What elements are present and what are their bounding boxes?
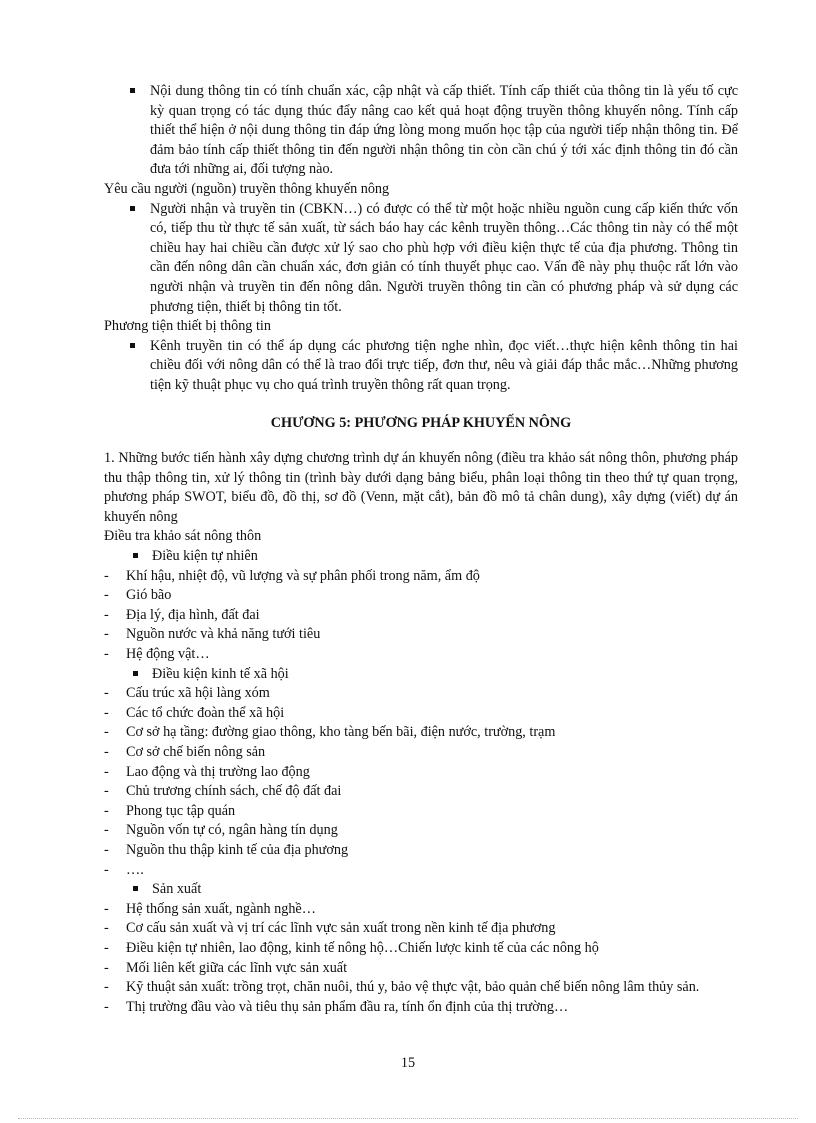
page-edge-divider xyxy=(18,1118,798,1119)
list-item: - Địa lý, địa hình, đất đai xyxy=(104,606,738,626)
dash-bullet: - xyxy=(104,900,109,917)
square-bullet-icon xyxy=(133,886,138,891)
list-item: - Nguồn vốn tự có, ngân hàng tín dụng xyxy=(104,821,738,841)
subsection-heading xyxy=(104,665,738,685)
subsection-heading xyxy=(104,880,738,900)
dash-bullet: - xyxy=(104,724,109,741)
list-item: - Cơ sở hạ tầng: đường giao thông, kho tàng bến bãi, điện nước, trường, trạm xyxy=(104,723,738,743)
subsection-heading-text: Điều kiện tự nhiên xyxy=(152,548,258,565)
section-label-text: Phương tiện thiết bị thông tin xyxy=(104,318,271,335)
dash-bullet: - xyxy=(104,744,109,760)
section-label xyxy=(104,180,738,200)
dash-bullet: - xyxy=(104,959,109,976)
dash-bullet: - xyxy=(104,606,109,623)
dash-bullet: - xyxy=(104,861,109,878)
list-item: - …. xyxy=(104,861,738,881)
list-item: - Hệ thống sản xuất, ngành nghề… xyxy=(104,900,738,920)
page-number: 15 xyxy=(400,1055,416,1071)
page-content xyxy=(104,82,738,1017)
bullet-text: Nội dung thông tin có tính chuẩn xác, cập nhật và cấp thiết. Tính cấp thiết của thông tin là yếu tố cực kỳ quan trọng có tác dụng thúc đẩy nâng cao kết quả hoạt động truyền thông khuyến nông. Tính cấp thiết thể hiện ở nội dung thông tin đáp ứng lòng mong muốn học tập của người tiếp nhận thông tin. Để đảm bảo tính cấp thiết thông tin đến người nhận thông tin còn cần chú ý tới xác định thông tin đó cần đưa tới những ai, đối tượng nào. xyxy=(150,83,738,178)
dash-bullet: - xyxy=(104,763,109,780)
dash-bullet: - xyxy=(104,685,109,702)
dash-bullet: - xyxy=(104,587,109,604)
dash-bullet: - xyxy=(104,822,109,839)
list-item: - Khí hậu, nhiệt độ, vũ lượng và sự phân phối trong năm, ẩm độ xyxy=(104,567,738,587)
bullet-text: Kênh truyền tin có thể áp dụng các phương tiện nghe nhìn, đọc viết…thực hiện kênh thông tin hai chiều đối với nông dân có thể là trao đổi trực tiếp, đơn thư, nêu và giải đáp thắc mắc…Những phương tiện kỹ thuật phục vụ cho quá trình truyền thông rất quan trọng. xyxy=(150,337,738,393)
list-item: - Cơ cấu sản xuất và vị trí các lĩnh vực sản xuất trong nền kinh tế địa phương xyxy=(104,919,738,939)
list-item: - Gió bão xyxy=(104,586,738,606)
dash-bullet: - xyxy=(104,802,109,819)
list-item: - Phong tục tập quán xyxy=(104,802,738,822)
survey-title: Điều tra khảo sát nông thôn xyxy=(104,528,262,545)
subsection-heading-text: Sản xuất xyxy=(152,881,202,898)
dash-bullet: - xyxy=(104,998,109,1015)
list-item: - Mối liên kết giữa các lĩnh vực sản xuất xyxy=(104,959,738,979)
section-label xyxy=(104,317,738,337)
dash-bullet: - xyxy=(104,979,109,996)
chapter-title: CHƯƠNG 5: PHƯƠNG PHÁP KHUYẾN NÔNG xyxy=(270,414,572,431)
square-bullet-icon xyxy=(130,88,135,93)
list-item: - Lao động và thị trường lao động xyxy=(104,763,738,783)
dash-bullet: - xyxy=(104,704,109,721)
dash-bullet: - xyxy=(104,567,109,584)
bullet-paragraph xyxy=(104,82,738,180)
list-item: - Cơ sở chế biến nông sản xyxy=(104,743,738,763)
dash-bullet: - xyxy=(104,626,109,643)
square-bullet-icon xyxy=(133,553,138,558)
dash-bullet: - xyxy=(104,646,109,663)
bullet-paragraph xyxy=(104,337,738,396)
subsection-heading-text: Điều kiện kinh tế xã hội xyxy=(152,665,289,682)
list-item: - Điều kiện tự nhiên, lao động, kinh tế nông hộ…Chiến lược kinh tế của các nông hộ xyxy=(104,939,738,959)
list-item: - Nguồn nước và khả năng tưới tiêu xyxy=(104,625,738,645)
list-item: - Các tổ chức đoàn thể xã hội xyxy=(104,704,738,724)
intro-paragraph: 1. Những bước tiến hành xây dựng chương trình dự án khuyến nông (điều tra khảo sát nông thôn, phương pháp thu thập thông tin, xử lý thông tin (trình bày dưới dạng bảng biểu, phân loại thông tin theo thứ tự quan trọng, phương pháp SWOT, biểu đồ, đồ thị, sơ đồ (Venn, mặt cắt), bản đồ mô tả chân dung), xây dựng (viết) dự án khuyến nông xyxy=(104,450,738,525)
dash-bullet: - xyxy=(104,783,109,800)
list-item: - Nguồn thu thập kinh tế của địa phương xyxy=(104,841,738,861)
dash-bullet: - xyxy=(104,920,109,937)
list-item: - Kỹ thuật sản xuất: trồng trọt, chăn nuôi, thú y, bảo vệ thực vật, bảo quản chế biến nông lâm thủy sản. xyxy=(104,978,738,998)
list-item: - Hệ động vật… xyxy=(104,645,738,665)
square-bullet-icon xyxy=(130,206,135,211)
dash-bullet: - xyxy=(104,841,109,858)
section-label-text: Yêu cầu người (nguồn) truyền thông khuyến nông xyxy=(104,180,390,197)
bullet-text: Người nhận và truyền tin (CBKN…) có được có thể từ một hoặc nhiều nguồn cung cấp kiến thức vốn có, tiếp thu từ thực tế sản xuất, từ sách báo hay các kênh truyền thông…Các thông tin này có thể một chiều hay hai chiều cần được xử lý sao cho phù hợp với điều kiện thực tế của địa phương. Thông tin cần đến nông dân cần chuẩn xác, đơn giản có tính thuyết phục cao. Vấn đề này phụ thuộc rất lớn vào người nhận và truyền tin đến nông dân. Người truyền thông tin cần có phương pháp và sử dụng các phương tiện, thiết bị thông tin tốt. xyxy=(150,200,738,315)
square-bullet-icon xyxy=(130,343,135,348)
list-item: - Chủ trương chính sách, chế độ đất đai xyxy=(104,782,738,802)
list-item: - Thị trường đầu vào và tiêu thụ sản phẩm đầu ra, tính ổn định của thị trường… xyxy=(104,998,738,1018)
list-item: - Cấu trúc xã hội làng xóm xyxy=(104,684,738,704)
square-bullet-icon xyxy=(133,671,138,676)
dash-bullet: - xyxy=(104,939,109,956)
bullet-paragraph xyxy=(104,200,738,318)
subsection-heading xyxy=(104,547,738,567)
